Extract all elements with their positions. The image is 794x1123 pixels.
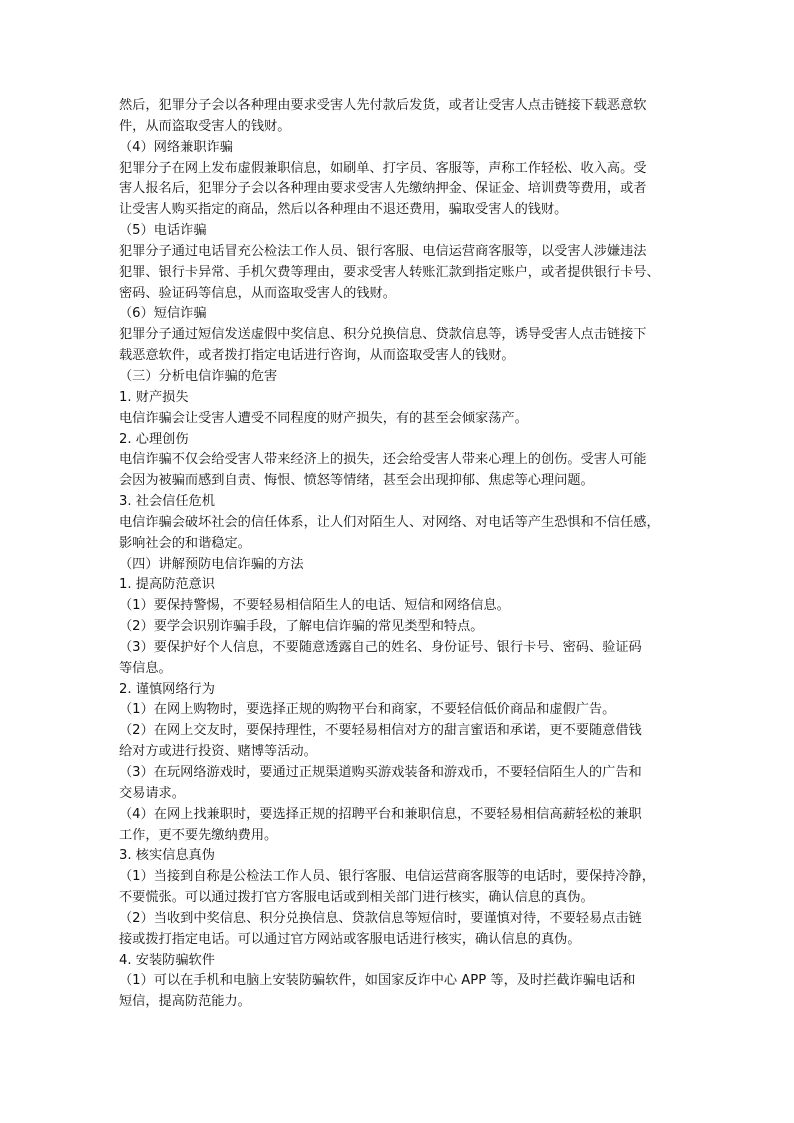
text-line: 电信诈骗会破坏社会的信任体系，让人们对陌生人、对网络、对电话等产生恐惧和不信任感， [119,514,660,530]
text-line: （6）短信诈骗 [119,306,207,322]
text-line: 3. 核实信息真伪 [119,848,215,864]
text-line: （四）讲解预防电信诈骗的方法 [119,556,304,572]
text-line: 犯罪分子通过短信发送虚假中奖信息、积分兑换信息、贷款信息等，诱导受害人点击链接下 [119,327,647,343]
text-line: （4）在网上找兼职时，要选择正规的招聘平台和兼职信息，不要轻易相信高薪轻松的兼职 [119,806,642,822]
text-line: 2. 心理创伤 [119,431,189,447]
text-line: 电信诈骗不仅会给受害人带来经济上的损失，还会给受害人带来心理上的创伤。受害人可能 [119,452,647,468]
text-line: 接或拨打指定电话。可以通过官方网站或客服电话进行核实，确认信息的真伪。 [119,931,581,947]
text-line: 工作，更不要先缴纳费用。 [119,827,278,843]
text-line: （3）要保护好个人信息，不要随意透露自己的姓名、身份证号、银行卡号、密码、验证码 [119,639,642,655]
text-line: （4）网络兼职诈骗 [119,139,233,155]
text-line: 害人报名后，犯罪分子会以各种理由要求受害人先缴纳押金、保证金、培训费等费用，或者 [119,181,647,197]
text-line: 等信息。 [119,660,172,676]
text-line: （三）分析电信诈骗的危害 [119,368,278,384]
text-line: 1. 提高防范意识 [119,577,215,593]
text-line: 让受害人购买指定的商品，然后以各种理由不退还费用，骗取受害人的钱财。 [119,202,568,218]
text-line: （1）当接到自称是公检法工作人员、银行客服、电信运营商客服等的电话时，要保持冷静， [119,869,655,885]
text-line: 短信，提高防范能力。 [119,994,251,1010]
text-line: 件，从而盗取受害人的钱财。 [119,118,291,134]
text-line: 交易请求。 [119,785,185,801]
document-body [119,96,679,1013]
text-line: 1. 财产损失 [119,389,189,405]
text-line: 给对方或进行投资、赌博等活动。 [119,744,317,760]
text-line: 3. 社会信任危机 [119,494,215,510]
text-line: 载恶意软件，或者拨打指定电话进行咨询，从而盗取受害人的钱财。 [119,348,515,364]
text-line: （1）在网上购物时，要选择正规的购物平台和商家，不要轻信低价商品和虚假广告。 [119,702,616,718]
text-line: 4. 安装防骗软件 [119,952,215,968]
text-line: 密码、验证码等信息，从而盗取受害人的钱财。 [119,285,396,301]
text-line: （1）要保持警惕，不要轻易相信陌生人的电话、短信和网络信息。 [119,598,510,614]
text-line: 影响社会的和谐稳定。 [119,535,251,551]
text-line: 然后，犯罪分子会以各种理由要求受害人先付款后发货，或者让受害人点击链接下载恶意软 [119,98,647,113]
text-line: （2）在网上交友时，要保持理性，不要轻易相信对方的甜言蜜语和承诺，更不要随意借钱 [119,723,642,739]
text-line: （2）当收到中奖信息、积分兑换信息、贷款信息等短信时，要谨慎对待，不要轻易点击链 [119,910,642,926]
text-line: （3）在玩网络游戏时，要通过正规渠道购买游戏装备和游戏币，不要轻信陌生人的广告和 [119,765,642,780]
text-line: 犯罪、银行卡异常、手机欠费等理由，要求受害人转账汇款到指定账户，或者提供银行卡号、 [119,264,660,280]
text-line: 2. 谨慎网络行为 [119,681,215,697]
text-line: 电信诈骗会让受害人遭受不同程度的财产损失，有的甚至会倾家荡产。 [119,410,528,426]
text-line: 犯罪分子在网上发布虚假兼职信息，如刷单、打字员、客服等，声称工作轻松、收入高。受 [119,160,647,176]
text-line: 犯罪分子通过电话冒充公检法工作人员、银行客服、电信运营商客服等，以受害人涉嫌违法 [119,243,647,259]
text-line: 不要慌张。可以通过拨打官方客服电话或到相关部门进行核实，确认信息的真伪。 [119,890,594,906]
text-line: （2）要学会识别诈骗手段，了解电信诈骗的常见类型和特点。 [119,619,484,635]
text-line: （1）可以在手机和电脑上安装防骗软件，如国家反诈中心 APP 等，及时拦截诈骗电话和 [119,973,636,989]
text-line: （5）电话诈骗 [119,223,207,239]
text-line: 会因为被骗而感到自责、悔恨、愤怒等情绪，甚至会出现抑郁、焦虑等心理问题。 [119,473,594,489]
